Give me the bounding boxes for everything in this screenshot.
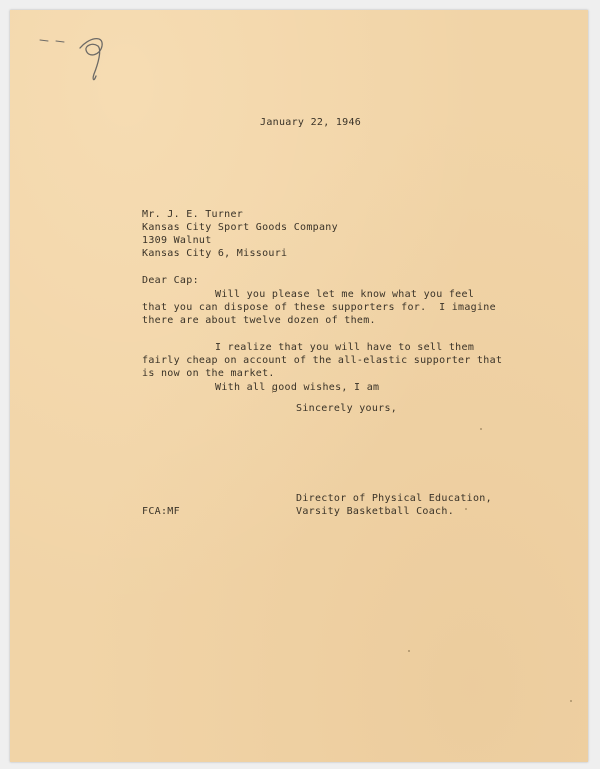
paragraph2-line: is now on the market. xyxy=(142,368,275,379)
signature-title-line: Varsity Basketball Coach. xyxy=(296,506,455,517)
salutation: Dear Cap: xyxy=(142,275,199,286)
recipient-street: 1309 Walnut xyxy=(142,235,212,246)
recipient-city: Kansas City 6, Missouri xyxy=(142,248,288,259)
paragraph2-line: I realize that you will have to sell them xyxy=(215,342,475,353)
typist-initials: FCA:MF xyxy=(142,506,180,517)
paragraph1-line: that you can dispose of these supporters for. I imagine xyxy=(142,302,496,313)
recipient-company: Kansas City Sport Goods Company xyxy=(142,222,338,233)
closing: Sincerely yours, xyxy=(296,403,398,414)
paragraph1-line: there are about twelve dozen of them. xyxy=(142,315,376,326)
paper-speck xyxy=(570,700,572,702)
paper-speck xyxy=(272,388,273,393)
handwritten-mark-icon xyxy=(38,36,118,91)
paragraph2-line: fairly cheap on account of the all-elastic supporter that xyxy=(142,355,503,366)
signature-title-line: Director of Physical Education, xyxy=(296,493,492,504)
letter-page xyxy=(10,10,588,762)
paragraph1-line: Will you please let me know what you feel xyxy=(215,289,475,300)
paper-speck xyxy=(480,428,482,430)
letter-date: January 22, 1946 xyxy=(260,117,362,128)
recipient-name: Mr. J. E. Turner xyxy=(142,209,244,220)
paper-speck xyxy=(465,508,467,510)
closing-wish: With all good wishes, I am xyxy=(215,382,380,393)
paper-speck xyxy=(408,650,410,652)
